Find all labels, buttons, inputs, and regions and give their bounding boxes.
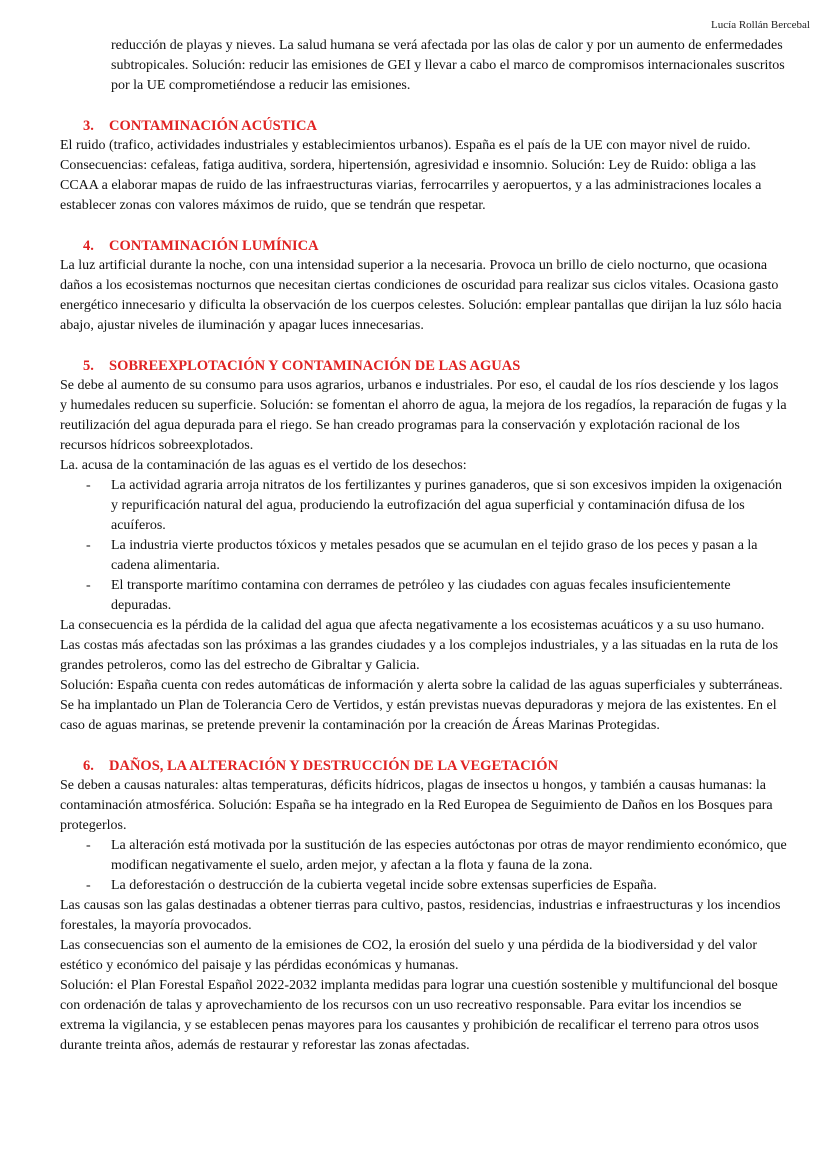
section-heading: [60, 236, 788, 256]
section-number: 6.: [83, 758, 94, 774]
bullet-list: [60, 476, 788, 616]
bullet-list: [60, 836, 788, 896]
dash-bullet: -: [86, 578, 91, 593]
list-item: [60, 476, 788, 536]
list-item-text: El transporte marítimo contamina con derrames de petróleo y las ciudades con aguas fecales insuficientemente depuradas.: [111, 578, 731, 613]
dash-bullet: -: [86, 478, 91, 493]
paragraph: La luz artificial durante la noche, con una intensidad superior a la necesaria. Provoca un brillo de cielo nocturno, que ocasiona daños a los ecosistemas nocturnos que necesitan ciertas condiciones de oscuridad para realizar sus ciclos vitales. Ocasiona gasto energético innecesario y dificulta la observación de los cuerpos celestes. Solución: emplear pantallas que dirijan la luz sólo hacia abajo, ajustar niveles de iluminación y apagar luces innecesarias.: [60, 258, 782, 333]
paragraph: La consecuencia es la pérdida de la calidad del agua que afecta negativamente a los ecosistemas acuáticos y a su uso humano. Las costas más afectadas son las próximas a las grandes ciudades y a los complejos industriales, y a las situadas en la ruta de los grandes petroleros, como las del estrecho de Gibraltar y Galicia.: [60, 618, 779, 673]
section-number: 4.: [83, 238, 94, 254]
document-body: [60, 36, 788, 1056]
list-item: [60, 536, 788, 576]
section-title: SOBREEXPLOTACIÓN Y CONTAMINACIÓN DE LAS AGUAS: [109, 358, 521, 374]
section-light: [60, 236, 788, 336]
paragraph: Se debe al aumento de su consumo para usos agrarios, urbanos e industriales. Por eso, el caudal de los ríos desciende y los lagos y humedales reducen su superficie. Solución: se fomentan el ahorro de agua, la mejora de los regadíos, la reparación de fugas y la reutilización del agua depurada para el riego. Se han creado programas para la conservación y explotación racional de los recursos hídricos sobreexplotados.: [60, 378, 787, 453]
section-heading: [60, 356, 788, 376]
dash-bullet: -: [86, 878, 91, 893]
list-item: [60, 876, 788, 896]
section-vegetation: [60, 756, 788, 1056]
list-item-text: La actividad agraria arroja nitratos de los fertilizantes y purines ganaderos, que si son excesivos impiden la oxigenación y repurificación natural del agua, produciendo la eutrofización del agua superficial y contaminación difusa de los acuíferos.: [111, 478, 782, 533]
list-item-text: La deforestación o destrucción de la cubierta vegetal incide sobre extensas superficies de España.: [111, 878, 657, 893]
paragraph: Solución: España cuenta con redes automáticas de información y alerta sobre la calidad de las aguas superficiales y subterráneas. Se ha implantado un Plan de Tolerancia Cero de Vertidos, y están previstas nuevas depuradoras y mejora de las existentes. En el caso de aguas marinas, se pretende prevenir la contaminación por la creación de Áreas Marinas Protegidas.: [60, 678, 783, 733]
section-title: DAÑOS, LA ALTERACIÓN Y DESTRUCCIÓN DE LA VEGETACIÓN: [109, 758, 559, 774]
paragraph: Se deben a causas naturales: altas temperaturas, déficits hídricos, plagas de insectos u hongos, y también a causas humanas: la contaminación atmosférica. Solución: España se ha integrado en la Red Europea de Seguimiento de Daños en los Bosques para protegerlos.: [60, 778, 773, 833]
paragraph: Las causas son las galas destinadas a obtener tierras para cultivo, pastos, residencias, industrias e infraestructuras y los incendios forestales, la mayoría provocados.: [60, 898, 781, 933]
section-number: 3.: [83, 118, 94, 134]
section-number: 5.: [83, 358, 94, 374]
list-item: [60, 576, 788, 616]
dash-bullet: -: [86, 838, 91, 853]
intro-continuation: reducción de playas y nieves. La salud humana se verá afectada por las olas de calor y por un aumento de enfermedades subtropicales. Solución: reducir las emisiones de GEI y llevar a cabo el marco de compromisos internacionales suscritos por la UE comprometiéndose a reducir las emisiones.: [111, 38, 785, 93]
author-name: Lucía Rollán Bercebal: [711, 19, 810, 31]
section-heading: [60, 756, 788, 776]
section-acoustic: [60, 116, 788, 216]
list-item: [60, 836, 788, 876]
paragraph: Solución: el Plan Forestal Español 2022-2032 implanta medidas para lograr una cuestión sostenible y multifuncional del bosque con ordenación de talas y aprovechamiento de los recursos con un uso recreativo responsable. Para evitar los incendios se extrema la vigilancia, y se establecen penas mayores para los causantes y prohibición de recalificar el terreno para otros usos durante treinta años, además de restaurar y reforestar las zonas afectadas.: [60, 978, 778, 1053]
paragraph: El ruido (trafico, actividades industriales y establecimientos urbanos). España es el país de la UE con mayor nivel de ruido. Consecuencias: cefaleas, fatiga auditiva, sordera, hipertensión, agresividad e insomnio. Solución: Ley de Ruido: obliga a las CCAA a elaborar mapas de ruido de las infraestructuras viarias, ferrocarriles y aeropuertos, y a las administraciones locales a establecer zonas con valores máximos de ruido, que se tendrán que respetar.: [60, 138, 762, 213]
section-title: CONTAMINACIÓN LUMÍNICA: [109, 238, 319, 254]
section-water: [60, 356, 788, 736]
dash-bullet: -: [86, 538, 91, 553]
list-item-text: La industria vierte productos tóxicos y metales pesados que se acumulan en el tejido graso de los peces y pasan a la cadena alimentaria.: [111, 538, 758, 573]
paragraph: La. acusa de la contaminación de las aguas es el vertido de los desechos:: [60, 458, 467, 473]
section-title: CONTAMINACIÓN ACÚSTICA: [109, 118, 317, 134]
list-item-text: La alteración está motivada por la sustitución de las especies autóctonas por otras de mayor rendimiento económico, que modifican negativamente el suelo, arden mejor, y afectan a la flota y fauna de la zona.: [111, 838, 787, 873]
paragraph: Las consecuencias son el aumento de la emisiones de CO2, la erosión del suelo y una pérdida de la biodiversidad y del valor estético y económico del paisaje y las pérdidas económicas y humanas.: [60, 938, 758, 973]
section-heading: [60, 116, 788, 136]
